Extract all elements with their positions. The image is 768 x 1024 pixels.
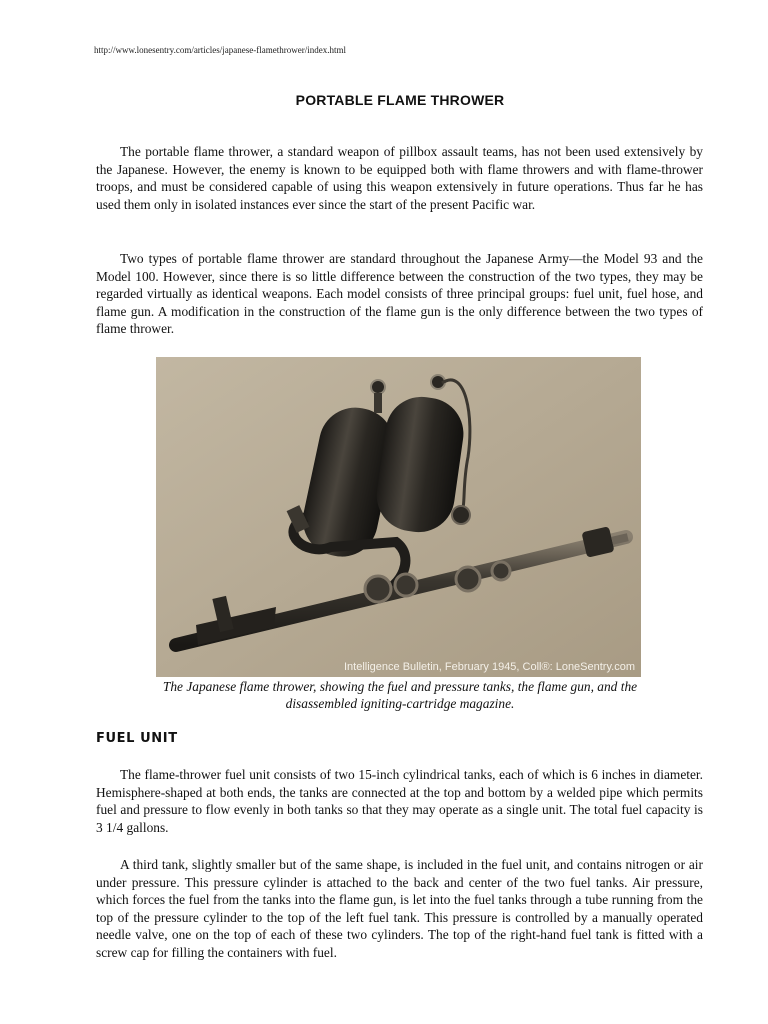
intro-paragraph-2: Two types of portable flame thrower are standard throughout the Japanese Army—the Model 93 and the Model 100. However, since there is so little difference between the construction of the two types, they may be regarded virtually as identical weapons. Each model consists of three principal groups: fuel unit, fuel hose, and flame gun. A modification in the construction of the flame gun is the only difference between the two types of flame thrower. xyxy=(96,251,703,337)
source-url: http://www.lonesentry.com/articles/japanese-flamethrower/index.html xyxy=(94,45,347,55)
section-heading-fuel-unit: FUEL UNIT xyxy=(96,731,178,746)
flame-thrower-photo xyxy=(156,357,641,677)
fuel-unit-paragraph-1: The flame-thrower fuel unit consists of two 15-inch cylindrical tanks, each of which is 6 inches in diameter. Hemisphere-shaped at both ends, the tanks are connected at the top and bottom by a welded pipe which permits fuel and pressure to flow evenly in both tanks so that they may operate as a single unit. The total fuel capacity is 3 1/4 gallons. xyxy=(96,767,703,835)
fuel-unit-paragraph-2: A third tank, slightly smaller but of the same shape, is included in the fuel unit, and contains nitrogen or air under pressure. This pressure cylinder is attached to the back and center of the two fuel tanks. Air pressure, which forces the fuel from the tanks into the flame gun, is let into the fuel tanks through a tube running from the top of the pressure cylinder to the top of the left fuel tank. This pressure is controlled by a manually operated needle valve, one on the top of each of these two cylinders. The top of the right-hand fuel tank is fitted with a screw cap for filling the containers with fuel. xyxy=(96,857,703,960)
photo-credit: Intelligence Bulletin, February 1945, Coll®: LoneSentry.com xyxy=(343,661,635,673)
figure-caption: The Japanese flame thrower, showing the fuel and pressure tanks, the flame gun, and the disassembled igniting-cartridge magazine. xyxy=(162,679,638,711)
page-title: PORTABLE FLAME THROWER xyxy=(295,92,505,108)
intro-paragraph-1: The portable flame thrower, a standard weapon of pillbox assault teams, has not been used extensively by the Japanese. However, the enemy is known to be equipped both with flame throwers and with flame-thrower troops, and must be considered capable of using this weapon extensively in future operations. Thus far he has used them only in isolated instances ever since the start of the present Pacific war. xyxy=(96,144,703,212)
flame-thrower-illustration xyxy=(156,357,641,677)
